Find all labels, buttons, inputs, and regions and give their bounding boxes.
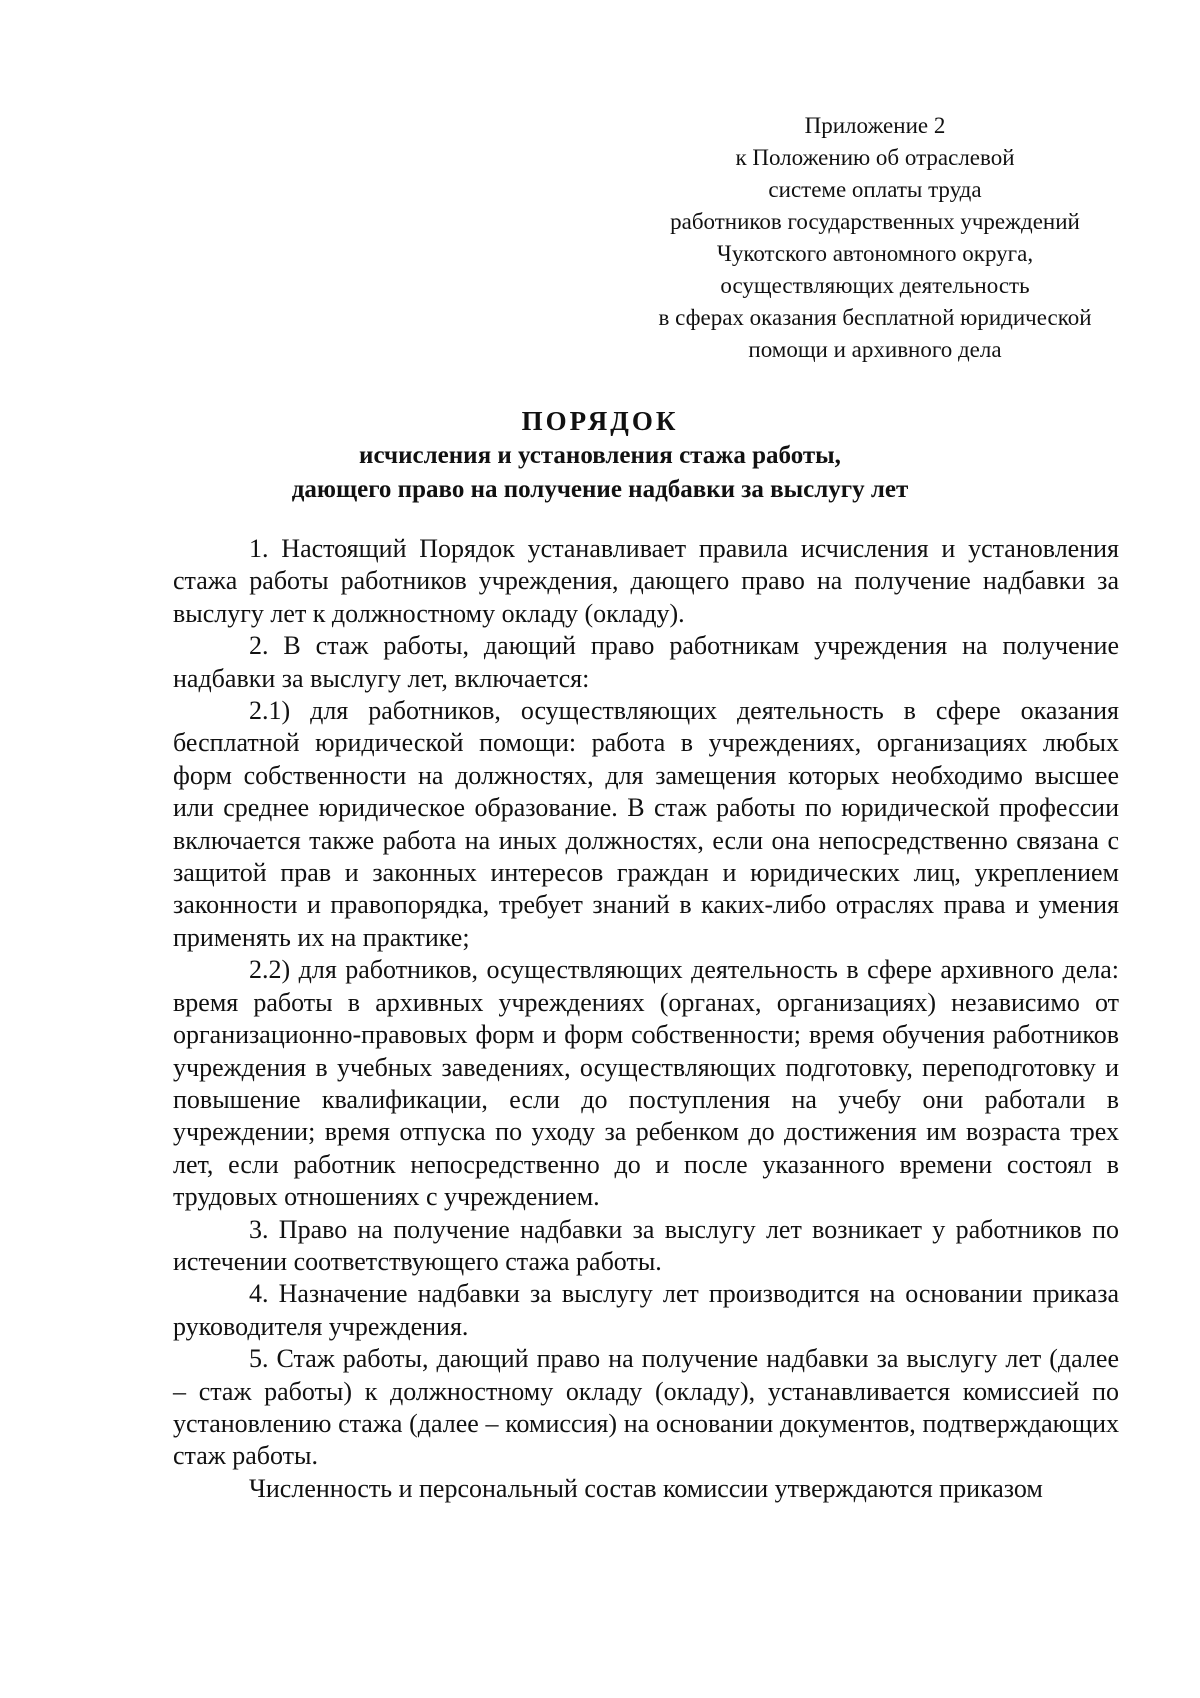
appendix-line: работников государственных учреждений — [670, 209, 1080, 234]
document-body — [173, 533, 1119, 1505]
appendix-line: в сферах оказания бесплатной юридической — [658, 305, 1092, 330]
document-heading — [150, 403, 1050, 507]
paragraph-2-1: 2.1) для работников, осуществляющих деятельность в сфере оказания бесплатной юридической помощи: работа в учреждениях, организациях любых форм собственности на должностях, для замещения которых необходимо высшее или среднее юридическое образование. В стаж работы по юридической профессии включается также работа на иных должностях, если она непосредственно связана с защитой прав и законных интересов граждан и юридических лиц, укреплением законности и правопорядка, требует знаний в каких-либо отраслях права и умения применять их на практике; — [173, 696, 1119, 952]
document-title: ПОРЯДОК — [521, 406, 679, 436]
appendix-line: помощи и архивного дела — [748, 337, 1002, 362]
appendix-line: Чукотского автономного округа, — [716, 241, 1034, 266]
appendix-line: к Положению об отраслевой — [735, 145, 1015, 170]
appendix-line: осуществляющих деятельность — [720, 273, 1030, 298]
document-subtitle-line: исчисления и установления стажа работы, — [359, 442, 841, 469]
paragraph-3: 3. Право на получение надбавки за выслугу лет возникает у работников по истечении соответствующего стажа работы. — [173, 1214, 1119, 1276]
paragraph-5: 5. Стаж работы, дающий право на получение надбавки за выслугу лет (далее – стаж работы) к должностному окладу (окладу), устанавливается комиссией по установлению стажа (далее – комиссия) на основании документов, подтверждающих стаж работы. — [173, 1344, 1119, 1471]
paragraph-commission: Численность и персональный состав комиссии утверждаются приказом — [249, 1473, 1043, 1503]
appendix-line: Приложение 2 — [804, 113, 946, 138]
paragraph-1: 1. Настоящий Порядок устанавливает правила исчисления и установления стажа работы работников учреждения, дающего право на получение надбавки за выслугу лет к должностному окладу (окладу). — [173, 534, 1119, 628]
document-subtitle-line: дающего право на получение надбавки за выслугу лет — [291, 476, 909, 503]
appendix-line: системе оплаты труда — [768, 177, 982, 202]
paragraph-2-2: 2.2) для работников, осуществляющих деятельность в сфере архивного дела: время работы в архивных учреждениях (органах, организациях) независимо от организационно-правовых форм и форм собственности; время обучения работников учреждения в учебных заведениях, осуществляющих подготовку, переподготовку и повышение квалификации, если до поступления на учебу они работали в учреждении; время отпуска по уходу за ребенком до достижения им возраста трех лет, если работник непосредственно до и после указанного времени состоял в трудовых отношениях с учреждением. — [173, 955, 1119, 1212]
appendix-header — [600, 110, 1150, 366]
paragraph-4: 4. Назначение надбавки за выслугу лет производится на основании приказа руководителя учреждения. — [173, 1279, 1119, 1341]
paragraph-2: 2. В стаж работы, дающий право работникам учреждения на получение надбавки за выслугу лет, включается: — [173, 631, 1119, 693]
